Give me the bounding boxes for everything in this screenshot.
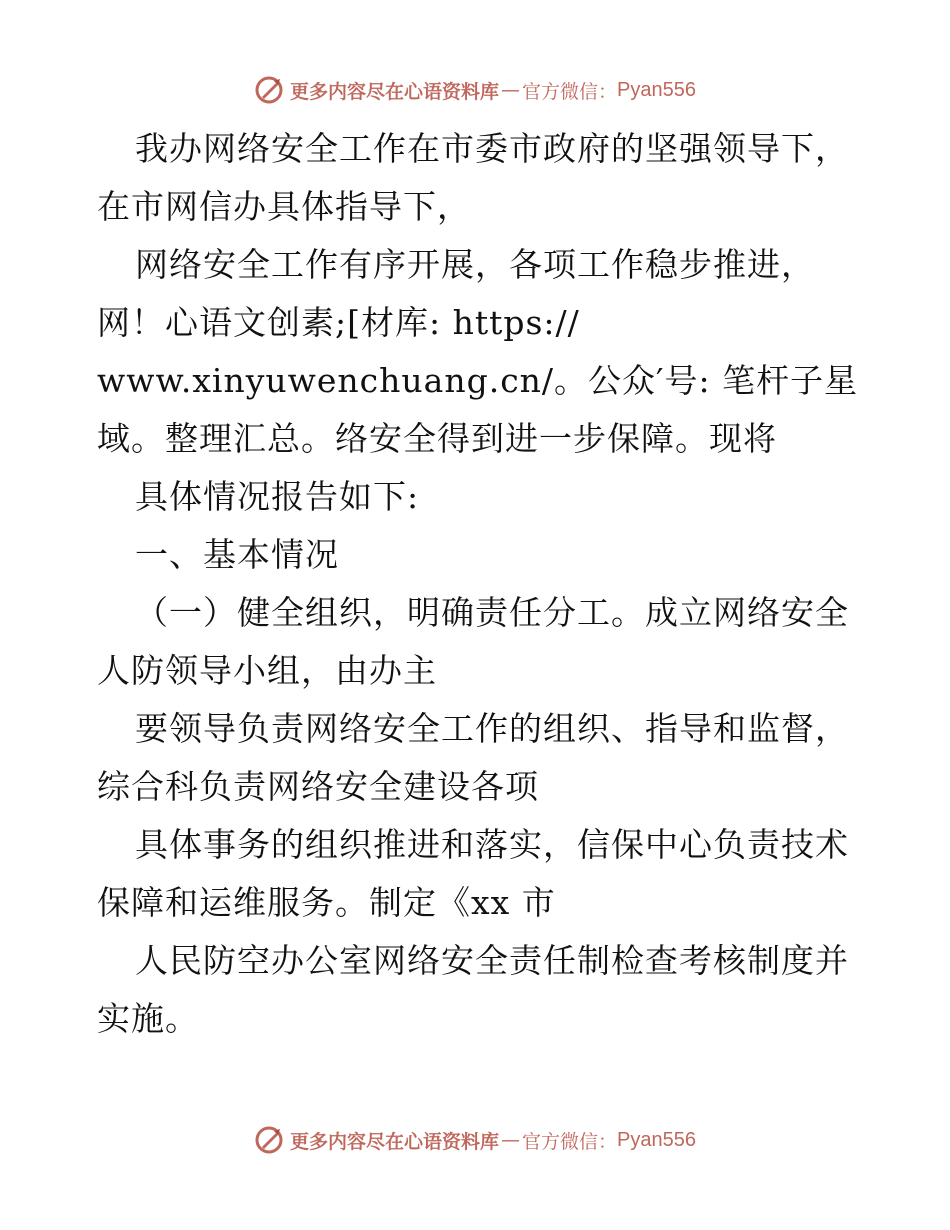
text-line: www.xinyuwenchuang.cn/。公众′号: 笔杆子星 <box>97 361 859 400</box>
text-line: 人民防空办公室网络安全责任制检查考核制度并 <box>135 941 849 980</box>
text-line: （一）健全组织，明确责任分工。成立网络安全 <box>135 593 849 632</box>
text-line: 具体事务的组织推进和落实，信保中心负责技术 <box>135 825 849 864</box>
text-line: 实施。 <box>97 999 199 1038</box>
text-line: 在市网信办具体指导下， <box>97 187 471 226</box>
header-watermark-banner <box>0 70 950 110</box>
text-line: 网！心语文创素;[材库: https:// <box>97 303 580 342</box>
banner-ad-text: 更多内容尽在心语资料库 <box>290 80 500 103</box>
quill-logo-icon <box>254 1125 284 1155</box>
footer-watermark-banner <box>0 1120 950 1160</box>
quill-logo-icon <box>254 75 284 105</box>
banner-ad-text: 更多内容尽在心语资料库 <box>290 1130 500 1153</box>
text-line: 我办网络安全工作在市委市政府的坚强领导下， <box>135 129 849 168</box>
text-line: 保障和运维服务。制定《xx 市 <box>97 883 556 922</box>
banner-wechat-id: Pyan556 <box>617 1128 696 1151</box>
text-line: 要领导负责网络安全工作的组织、指导和监督， <box>135 709 849 748</box>
text-line: 具体情况报告如下: <box>135 477 420 516</box>
document-body <box>97 120 877 1048</box>
section-heading: 一、基本情况 <box>135 535 339 574</box>
banner-wechat-id: Pyan556 <box>617 78 696 101</box>
banner-dash: — <box>501 1129 521 1151</box>
banner-wechat-label: 官方微信： <box>522 80 618 103</box>
banner-wechat-label: 官方微信： <box>522 1130 618 1153</box>
text-line: 域。整理汇总。络安全得到进一步保障。现将 <box>97 419 777 458</box>
text-line: 综合科负责网络安全建设各项 <box>97 767 539 806</box>
text-line: 网络安全工作有序开展，各项工作稳步推进， <box>135 245 815 284</box>
text-line: 人防领导小组，由办主 <box>97 651 437 690</box>
banner-dash: — <box>501 79 521 101</box>
